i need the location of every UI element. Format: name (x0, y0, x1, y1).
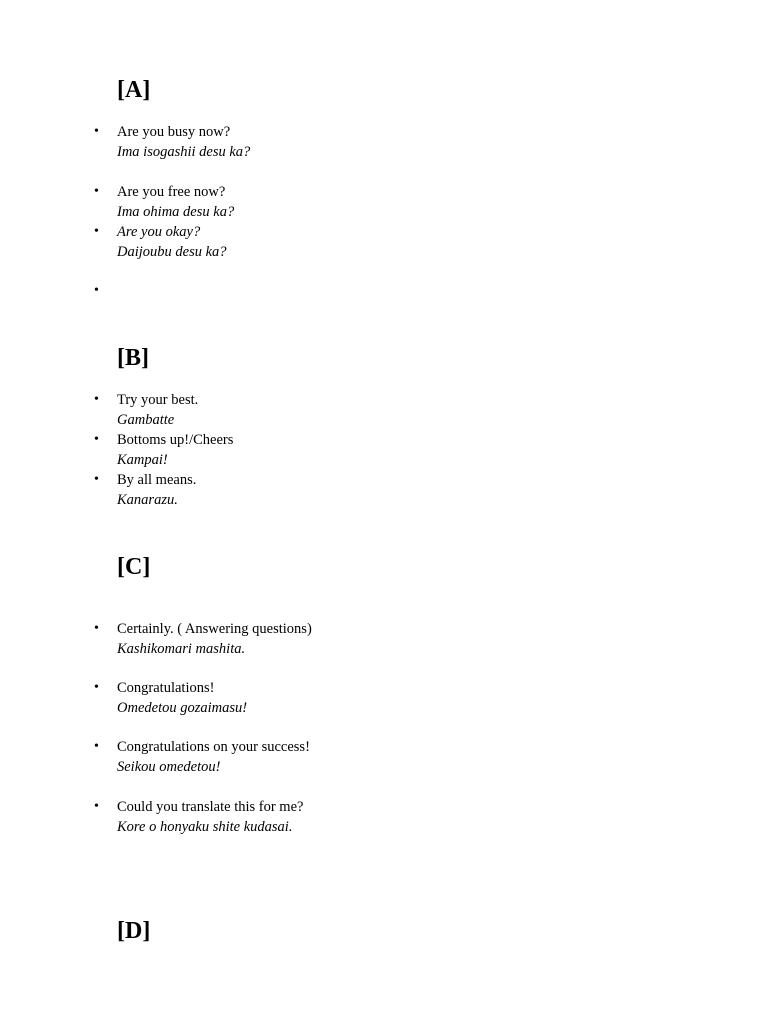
phrase-japanese: Gambatte (117, 412, 175, 428)
phrase-english: Certainly. ( Answering questions) (117, 621, 312, 637)
phrase-english: Bottoms up!/Cheers (117, 432, 234, 448)
section-heading-b: [B] (117, 345, 149, 371)
section-heading-a: [A] (117, 77, 151, 103)
phrase-japanese: Daijoubu desu ka? (117, 244, 227, 260)
bullet-icon: • (94, 392, 99, 407)
bullet-icon: • (94, 124, 99, 139)
phrase-japanese: Seikou omedetou! (117, 759, 221, 775)
bullet-icon: • (94, 432, 99, 447)
bullet-icon: • (94, 472, 99, 487)
phrase-english: Congratulations on your success! (117, 739, 310, 755)
phrase-english: By all means. (117, 472, 197, 488)
phrase-japanese: Kanarazu. (117, 492, 178, 508)
phrase-english: Try your best. (117, 392, 199, 408)
section-heading-d: [D] (117, 918, 151, 944)
bullet-icon: • (94, 799, 99, 814)
phrase-japanese: Ima isogashii desu ka? (117, 144, 251, 160)
phrase-japanese: Kore o honyaku shite kudasai. (117, 819, 293, 835)
bullet-icon: • (94, 224, 99, 239)
phrase-japanese: Omedetou gozaimasu! (117, 700, 248, 716)
phrase-english: Are you free now? (117, 184, 226, 200)
phrase-english: Could you translate this for me? (117, 799, 304, 815)
phrase-english: Are you okay? (117, 224, 201, 240)
phrase-japanese: Kampai! (117, 452, 168, 468)
bullet-icon: • (94, 283, 99, 298)
phrase-english: Are you busy now? (117, 124, 231, 140)
bullet-icon: • (94, 184, 99, 199)
bullet-icon: • (94, 621, 99, 636)
phrase-japanese: Ima ohima desu ka? (117, 204, 235, 220)
phrase-english: Congratulations! (117, 680, 215, 696)
section-heading-c: [C] (117, 554, 151, 580)
phrase-japanese: Kashikomari mashita. (117, 641, 246, 657)
bullet-icon: • (94, 739, 99, 754)
bullet-icon: • (94, 680, 99, 695)
